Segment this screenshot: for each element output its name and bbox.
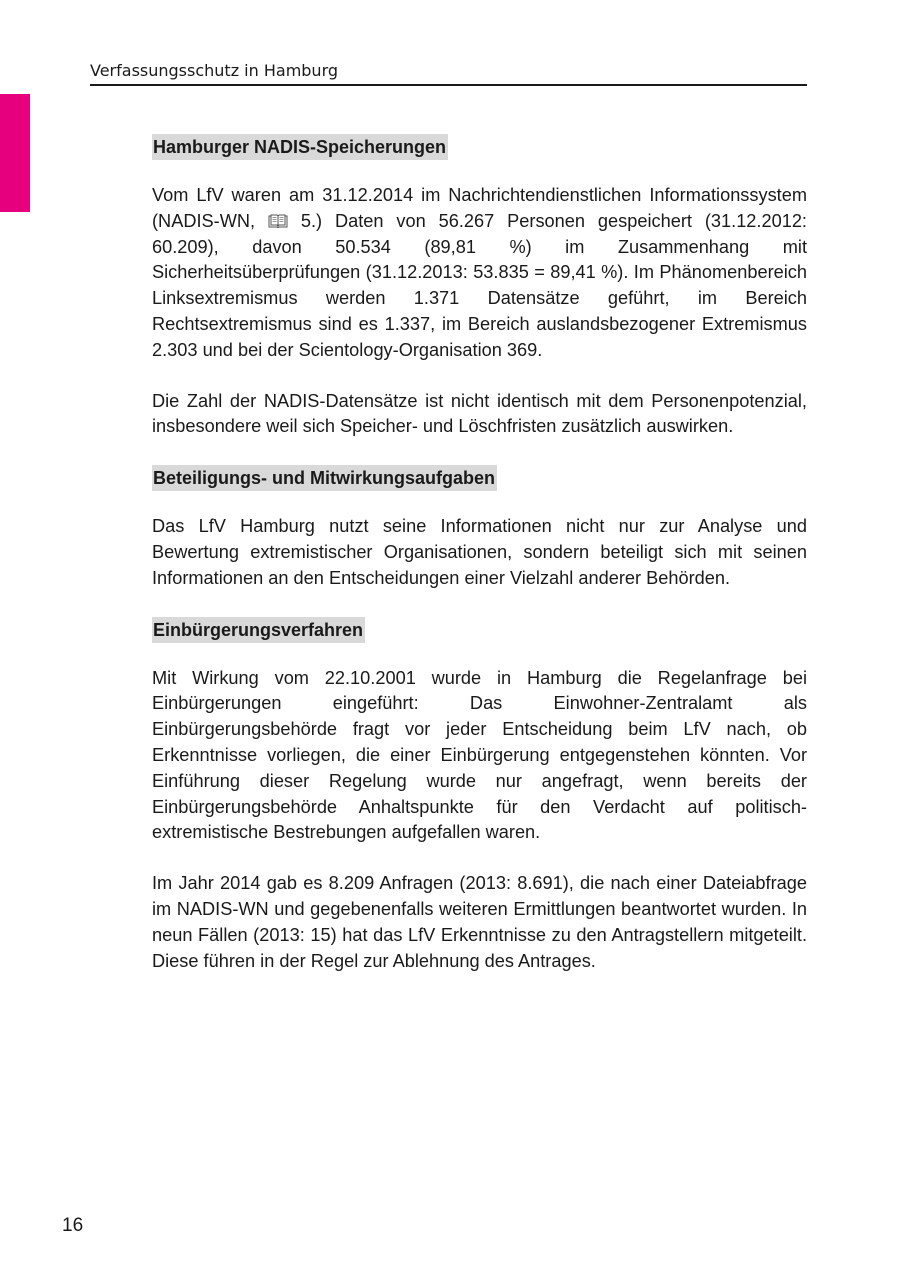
section-heading-nadis: Hamburger NADIS-Speicherungen (152, 134, 448, 160)
section-heading-beteiligung: Beteiligungs- und Mitwirkungsaufgaben (152, 465, 497, 491)
chapter-accent-bar (0, 94, 30, 212)
paragraph-nadis-2: Die Zahl der NADIS-Datensätze ist nicht identisch mit dem Personenpotenzial, insbesondere weil sich Speicher- und Löschfristen zusätzlich auswirken. (152, 390, 807, 437)
paragraph-text: Vom LfV waren am 31.12.2014 im Nachrichtendienstlichen Informationssystem (NADIS-WN, (152, 185, 807, 231)
paragraph-einbuergerung-1: Mit Wirkung vom 22.10.2001 wurde in Hamburg die Regelanfrage bei Einbürgerungen eingeführt: Das Einwohner-Zentralamt als Einbürgerungsbehörde fragt vor jeder Entscheidung beim LfV nach, ob Erkenntnisse vorliegen, die einer Einbürgerung entgegenstehen könnten. Vor Einführung dieser Regelung wurde nur angefragt, wenn bereits der Einbürgerungsbehörde Anhaltspunkte für den Verdacht auf politisch-extremistische Bestrebungen aufgefallen waren. (152, 667, 807, 843)
page-content (152, 134, 807, 974)
paragraph-einbuergerung-2: Im Jahr 2014 gab es 8.209 Anfragen (2013: 8.691), die nach einer Dateiabfrage im NADIS-WN und gegebenenfalls weiteren Ermittlungen beantwortet wurden. In neun Fällen (2013: 15) hat das LfV Erkenntnisse zu den Antragstellern mitgeteilt. Diese führen in der Regel zur Ablehnung des Antrages. (152, 873, 807, 971)
paragraph-nadis-1 (152, 183, 807, 364)
paragraph-text: 5.) Daten von 56.267 Personen gespeichert (31.12.2012: 60.209), davon 50.534 (89,81 %) im Zusammenhang mit Sicherheitsüberprüfungen (31.12.2013: 53.835 = 89,41 %). Im Phänomenbereich Linksextremismus werden 1.371 Datensätze geführt, im Bereich Rechtsextremismus sind es 1.337, im Bereich auslandsbezogener Extremismus 2.303 und bei der Scientology-Organisation 369. (152, 210, 807, 360)
page-number: 16 (62, 1215, 84, 1236)
section-heading-einbuergerung: Einbürgerungsverfahren (152, 617, 365, 643)
book-reference-icon (268, 210, 288, 224)
running-header: Verfassungsschutz in Hamburg (90, 61, 807, 86)
paragraph-beteiligung-1: Das LfV Hamburg nutzt seine Informationen nicht nur zur Analyse und Bewertung extremistischer Organisationen, sondern beteiligt sich mit seinen Informationen an den Entscheidungen einer Vielzahl anderer Behörden. (152, 516, 807, 588)
